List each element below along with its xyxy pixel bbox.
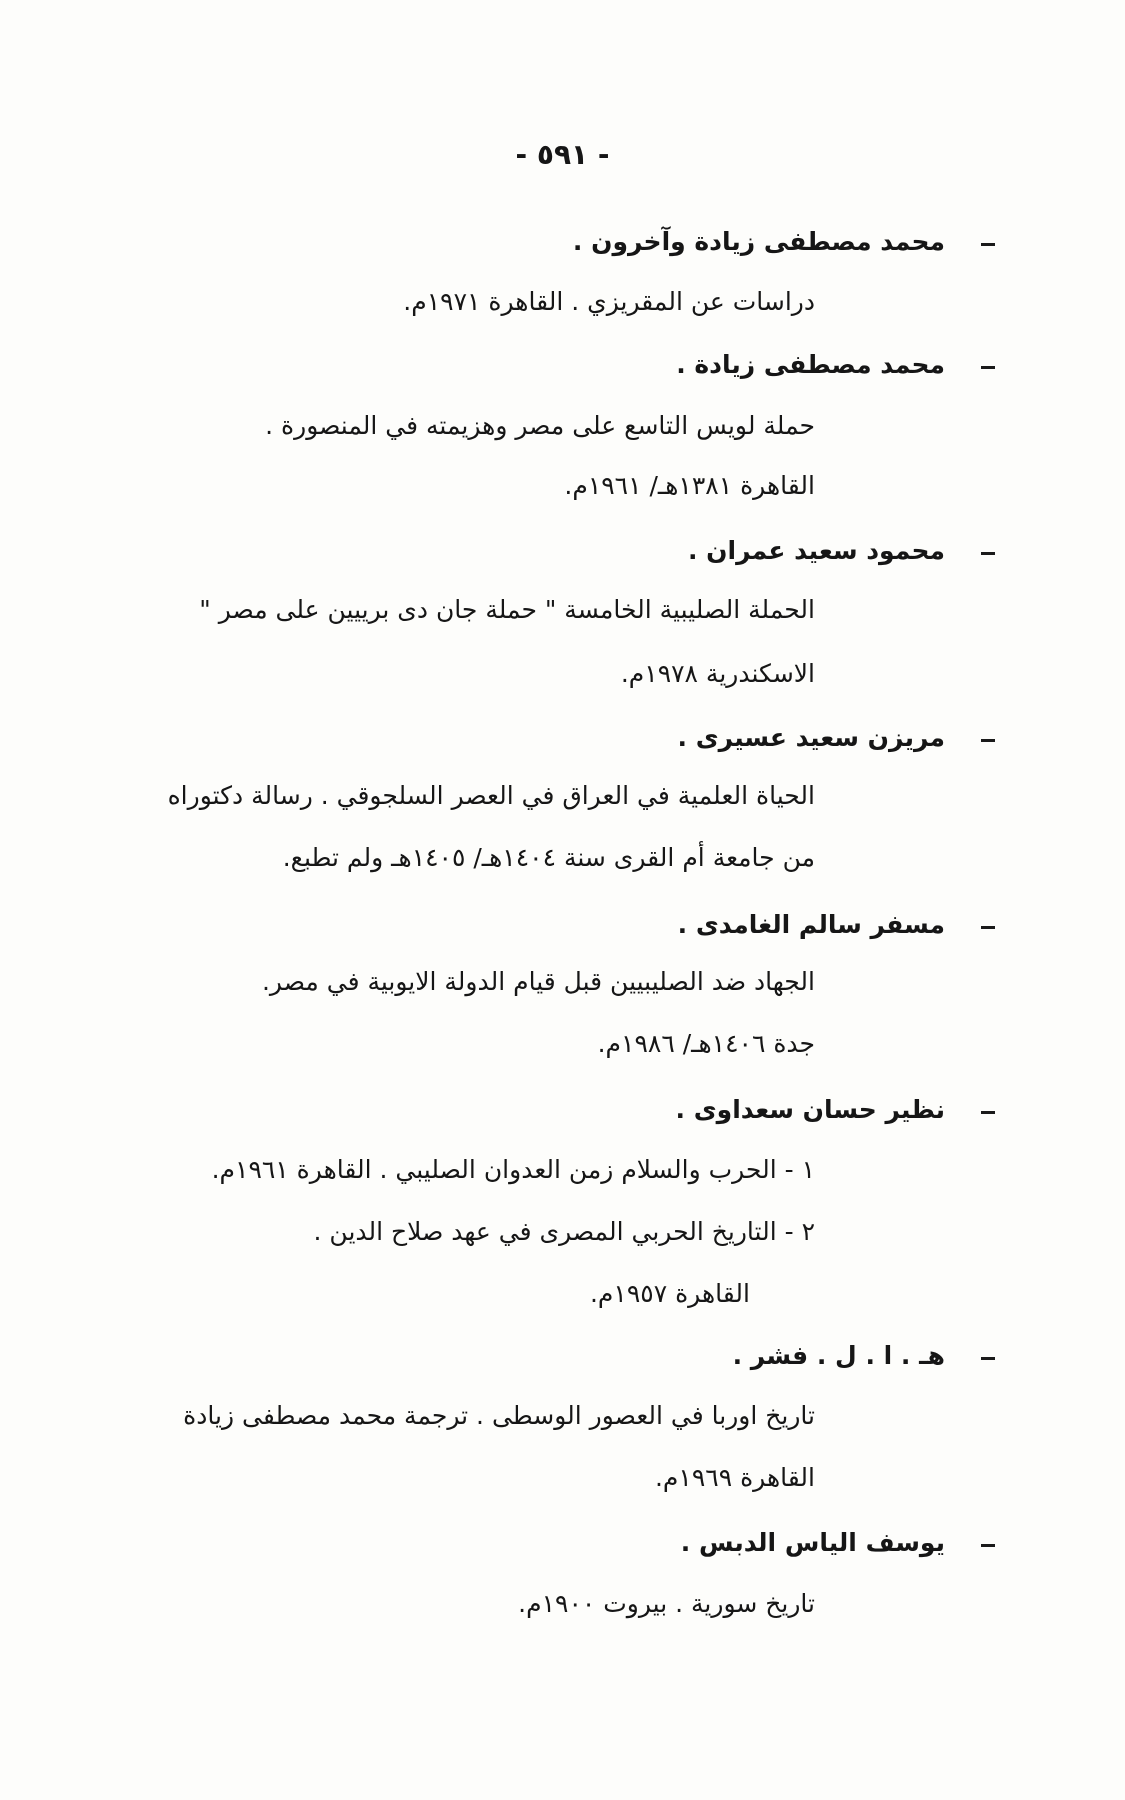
entry-author: محمد مصطفى زيادة . <box>676 350 945 379</box>
entry-author: مريزن سعيد عسيرى . <box>677 723 945 752</box>
entry-author: مسفر سالم الغامدى . <box>677 910 945 939</box>
page-number: - ٥٩١ - <box>515 138 610 171</box>
entry-title-line: من جامعة أم القرى سنة ١٤٠٤هـ/ ١٤٠٥هـ ولم تطبع. <box>282 843 815 872</box>
entry-dash <box>981 552 995 555</box>
entry-author: هـ . ا . ل . فشر . <box>732 1341 945 1370</box>
entry-title-line: ٢ - التاريخ الحربي المصرى في عهد صلاح الدين . <box>313 1217 815 1246</box>
entry-title-line: تاريخ سورية . بيروت ١٩٠٠م. <box>518 1589 815 1618</box>
entry-title-line: دراسات عن المقريزي . القاهرة ١٩٧١م. <box>403 287 815 316</box>
entry-author: محمود سعيد عمران . <box>687 536 945 565</box>
entry-title-line: الجهاد ضد الصليبيين قبل قيام الدولة الايوبية في مصر. <box>261 967 815 996</box>
entry-dash <box>981 1544 995 1547</box>
entry-title-line: الاسكندرية ١٩٧٨م. <box>620 659 815 688</box>
entry-title-line: القاهرة ١٩٦٩م. <box>654 1463 815 1492</box>
entry-title-line: حملة لويس التاسع على مصر وهزيمته في المنصورة . <box>265 411 815 440</box>
entry-dash <box>981 243 995 246</box>
entry-title-line: تاريخ اوربا في العصور الوسطى . ترجمة محمد مصطفى زيادة <box>183 1401 815 1430</box>
entry-dash <box>981 1357 995 1360</box>
entry-title-line: القاهرة ١٣٨١هـ/ ١٩٦١م. <box>564 471 815 500</box>
entry-dash <box>981 926 995 929</box>
entry-title-line: القاهرة ١٩٥٧م. <box>589 1279 750 1308</box>
entry-author: محمد مصطفى زيادة وآخرون . <box>572 227 945 256</box>
entry-title-line: الحياة العلمية في العراق في العصر السلجوقي . رسالة دكتوراه <box>167 781 815 810</box>
entry-dash <box>981 739 995 742</box>
entry-dash <box>981 1111 995 1114</box>
entry-author: نظير حسان سعداوى . <box>675 1095 945 1124</box>
entry-title-line: الحملة الصليبية الخامسة " حملة جان دى برييين على مصر " <box>199 595 815 624</box>
entry-author: يوسف الياس الدبس . <box>680 1528 945 1557</box>
entry-title-line: جدة ١٤٠٦هـ/ ١٩٨٦م. <box>597 1029 815 1058</box>
entry-title-line: ١ - الحرب والسلام زمن العدوان الصليبي . القاهرة ١٩٦١م. <box>211 1155 815 1184</box>
entry-dash <box>981 366 995 369</box>
